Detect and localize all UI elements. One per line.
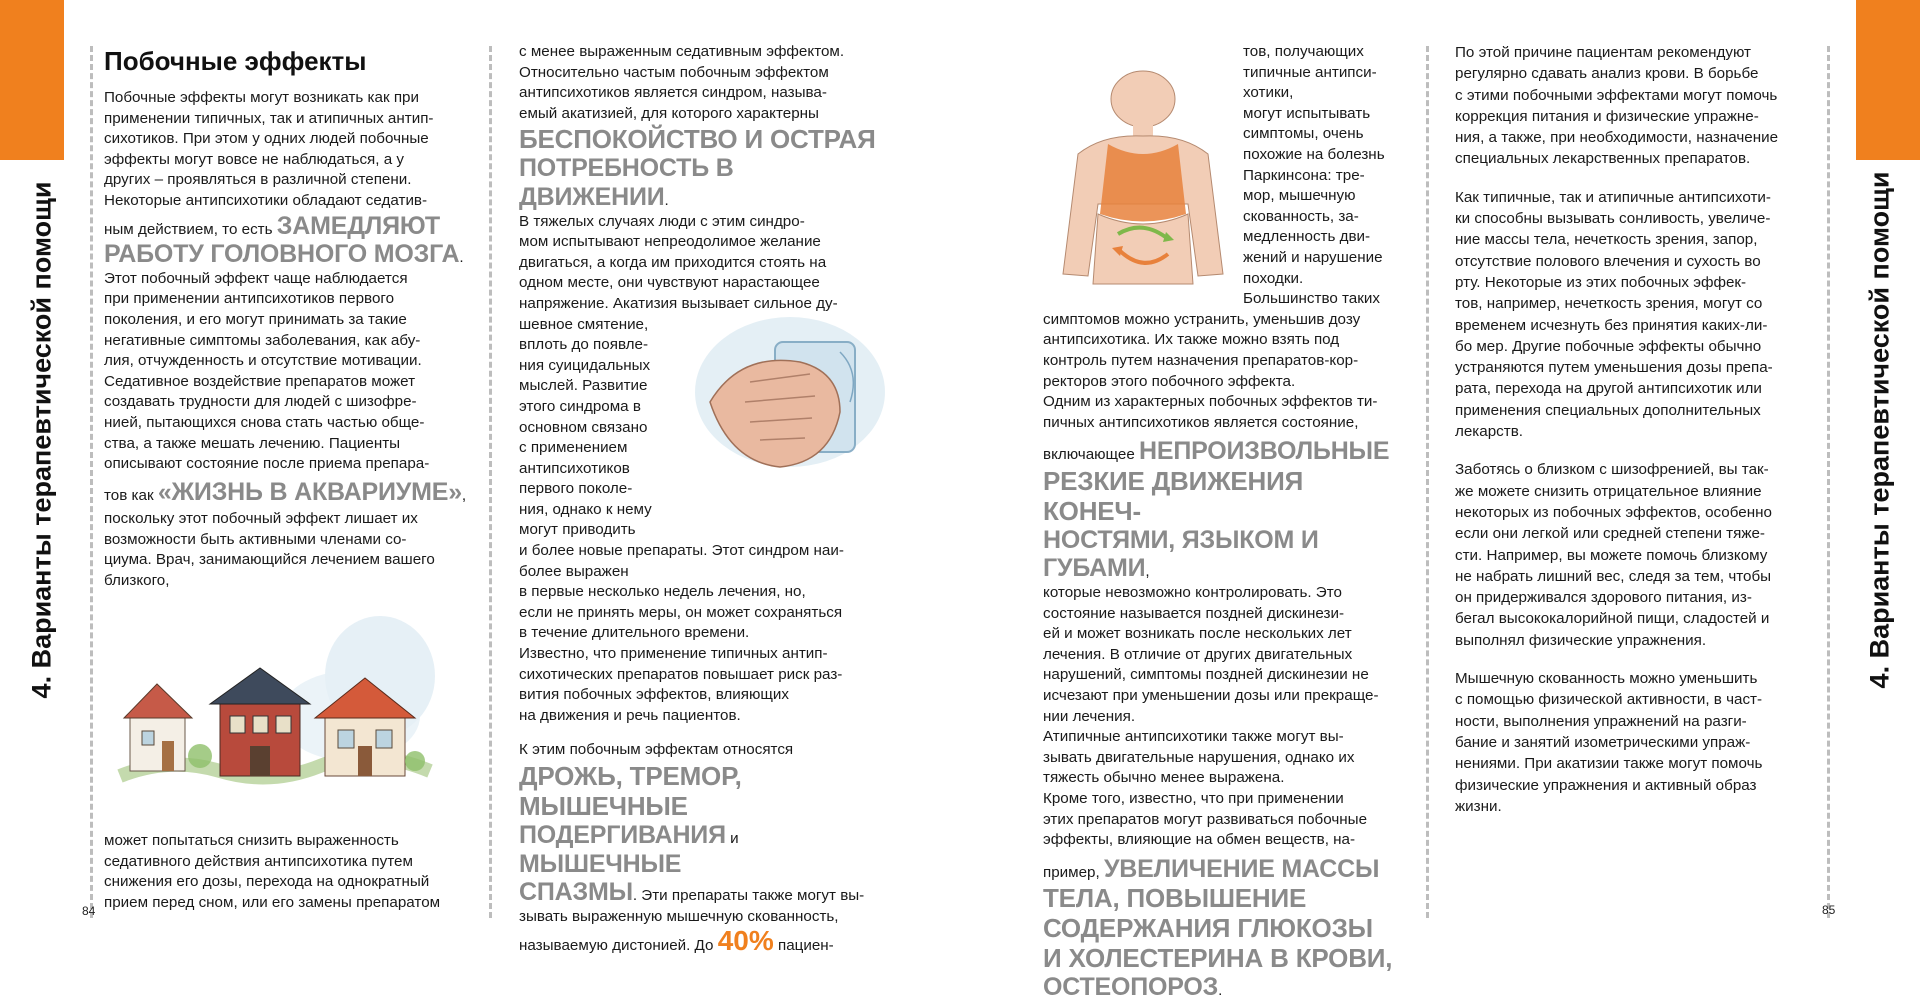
column-2: с менее выраженным седативным эффектом. Относительно частым побочным эффектом антипсихотиков является синдром, называ- емый акатизией, для которого характерны БЕСПОКОЙСТВО И ОСТРАЯ ПОТРЕБНОСТЬ В ДВИЖЕНИИ. В тяжелых случаях люди с этим синдро- мом испытывают непреодолимое желание двигаться, а когда им приходится стоять на одном месте, они чувствуют нарастающее напряжение. Акатизия вызывает сильное ду- шевное смятение, вплоть до появле- ния суицидальных мыслей. Развитие этого синдрома в основном связано с применением антипсихотиков первого поколе- ния, однако к нему могут приводить и более новые препараты. Этот синдром наи- более выражен в первые несколько недель лечения, но, если не принять меры, он может сохраняться в течение длительного времени. Известно, что применение типичных антип- сихотических препаратов повышает риск раз- вития побочных эффектов, влияющих на движения и речь пациентов. К этим побочным эффектам относятся ДРОЖЬ, ТРЕМОР, МЫШЕЧНЫЕ ПОДЕРГИВАНИЯ и МЫШЕЧНЫЕ СПАЗМЫ. Эти препараты также могут вы- зывать выраженную мышечную скованность, называемую дистонией. До 40% пациен-	[519, 42, 883, 957]
highlight-text: РЕЗКИЕ ДВИЖЕНИЯ КОНЕЧ-	[1043, 465, 1304, 526]
text-line: вплоть до появле-	[519, 336, 649, 354]
text-line: лекарств.	[1455, 423, 1524, 441]
text-line: Седативное воздействие препаратов может	[104, 372, 416, 390]
text-line: антипсихотика. Их также можно взять под	[1043, 331, 1340, 349]
text-line: жений и нарушение	[1243, 248, 1383, 266]
text-line: применении типичных, так и атипичных антип-	[104, 109, 434, 127]
text-line: при применении антипсихотиков первого	[104, 290, 395, 308]
highlight-text: ОСТЕОПОРОЗ	[1043, 973, 1219, 1002]
text-line: Побочные эффекты могут возникать как при	[104, 89, 419, 106]
text-line: рата, перехода на другой антипсихотик или	[1455, 380, 1762, 398]
text-line: Одним из характерных побочных эффектов ти-	[1043, 393, 1378, 411]
text-line: ректоров этого побочного эффекта.	[1043, 372, 1296, 390]
text-line: медленность дви-	[1243, 228, 1371, 246]
text-fragment: называемую дистонией. До	[519, 937, 714, 955]
text-line: поскольку этот побочный эффект лишает их	[104, 510, 418, 528]
text-line: с этими побочными эффектами могут помочь	[1455, 86, 1778, 104]
highlight-text: «ЖИЗНЬ В АКВАРИУМЕ»	[157, 477, 462, 506]
text-line: если не принять меры, он может сохраняться	[519, 603, 843, 621]
text-line: нии лечения.	[1043, 707, 1136, 725]
text-line: двигаться, а когда им приходится стоять на	[519, 253, 827, 271]
text-line: бание и занятий изометрическими упраж-	[1455, 733, 1751, 751]
text-line: на движения и речь пациентов.	[519, 706, 741, 724]
column-1-bottom	[104, 831, 470, 913]
text-line: одном месте, они чувствуют нарастающее	[519, 274, 820, 292]
text-fragment: пример,	[1043, 863, 1100, 881]
highlight-text: БЕСПОКОЙСТВО И ОСТРАЯ	[519, 124, 876, 155]
text-line: Некоторые антипсихотики обладают седатив-	[104, 191, 428, 209]
text-line: он придерживался здорового питания, из-	[1455, 589, 1752, 607]
text-line: К этим побочным эффектам относятся	[519, 741, 794, 759]
text-line: бо мер. Другие побочные эффекты обычно	[1455, 337, 1762, 355]
text-line: коррекция питания и физические упражне-	[1455, 107, 1759, 125]
text-line: сти. Например, вы можете помочь близкому	[1455, 546, 1768, 564]
text-line: емый акатизией, для которого характерны	[519, 104, 819, 122]
highlight-text: ТЕЛА, ПОВЫШЕНИЕ	[1043, 883, 1307, 914]
highlight-text: ПОДЕРГИВАНИЯ	[519, 821, 726, 849]
text-line: тов, получающих	[1243, 43, 1364, 60]
percentage-highlight: 40%	[717, 925, 774, 957]
section-title: Побочные эффекты	[104, 46, 367, 76]
text-line: отсутствие полового влечения и сухость во	[1455, 252, 1761, 270]
text-line: других – проявляться в различной степени.	[104, 171, 412, 189]
text-line: временем исчезнуть без принятия каких-ли-	[1455, 316, 1768, 334]
chapter-label-right: 4. Варианты терапевтической помощи	[1864, 171, 1895, 689]
text-line: сихотиков. При этом у одних людей побочные	[104, 130, 429, 148]
text-line: ния, однако к нему	[519, 500, 652, 518]
text-line: Заботясь о близком с шизофренией, вы так-	[1455, 461, 1769, 479]
text-line: которые невозможно контролировать. Это	[1043, 584, 1342, 602]
text-line: близкого,	[104, 572, 170, 590]
text-line: мор, мышечную	[1243, 187, 1356, 205]
text-line: лечения. В отличие от других двигательных	[1043, 645, 1353, 663]
text-line: устраняются путем уменьшения дозы препа-	[1455, 359, 1773, 377]
text-line: первого поколе-	[519, 480, 633, 498]
text-line: снижения его дозы, перехода на однократный	[104, 873, 430, 891]
text-line: лия, отчужденность и отсутствие мотивации.	[104, 352, 422, 370]
chapter-tab-left	[0, 0, 64, 160]
text-line: Атипичные антипсихотики также могут вы-	[1043, 728, 1344, 746]
highlight-text: НЕПРОИЗВОЛЬНЫЕ	[1139, 437, 1390, 466]
text-line	[104, 212, 470, 241]
text-fragment: включающее	[1043, 446, 1135, 464]
page-number-left: 84	[82, 904, 96, 918]
text-line: могут испытывать	[1243, 104, 1371, 122]
text-line: шевное смятение,	[519, 315, 649, 333]
text-line: рту. Некоторые из этих побочных эффек-	[1455, 273, 1747, 291]
text-line: состояние называется поздней дискинези-	[1043, 604, 1345, 622]
text-line: ния, а также, при необходимости, назначение	[1455, 129, 1779, 147]
text-line: бегал высококалорийной пищи, сладостей и	[1455, 610, 1770, 628]
text-line: в первые несколько недель лечения, но,	[519, 583, 806, 601]
text-line: некоторых из побочных эффектов, особенно	[1455, 503, 1772, 521]
text-line: пичных антипсихотиков является состояние,	[1043, 413, 1359, 431]
text-line: более выражен	[519, 562, 629, 580]
text-line: ности, выполнения упражнений на разги-	[1455, 712, 1747, 730]
highlight-text: И ХОЛЕСТЕРИНА В КРОВИ,	[1043, 943, 1393, 974]
text-line: ки способны вызывать сонливость, увеличе-	[1455, 210, 1771, 228]
text-line: регулярно сдавать анализ крови. В борьбе	[1455, 65, 1759, 83]
text-line: сихотических препаратов повышает риск раз-	[519, 665, 843, 683]
text-line: эффекты могут вовсе не наблюдаться, а у	[104, 150, 404, 168]
text-line: тов, например, нечеткость зрения, могут со	[1455, 295, 1763, 313]
text-fragment: пациен-	[777, 937, 834, 955]
text-line: Относительно частым побочным эффектом	[519, 63, 829, 81]
text-line: нарушений, симптомы поздней дискинезии не	[1043, 666, 1369, 684]
text-fragment: ным действием, то есть	[104, 220, 273, 238]
column-4	[1455, 42, 1807, 817]
chapter-tab-right	[1856, 0, 1920, 160]
text-line: симптомов можно устранить, уменьшив дозу	[1043, 310, 1361, 328]
chapter-label-left: 4. Варианты терапевтической помощи	[26, 181, 57, 699]
text-line: типичные антипси-	[1243, 63, 1377, 81]
highlight-text: МЫШЕЧНЫЕ	[519, 849, 682, 878]
text-line: ние массы тела, нечеткость зрения, запор,	[1455, 231, 1758, 249]
text-line: напряжение. Акатизия вызывает сильное ду-	[519, 294, 838, 312]
houses-illustration	[110, 606, 440, 806]
text-line: этого синдрома в	[519, 397, 641, 415]
text-line: основном связано	[519, 418, 648, 436]
text-line: нией, пытающихся снова стать частью обще-	[104, 413, 425, 431]
text-line: прием перед сном, или его замены препаратом	[104, 893, 441, 911]
text-line: ства, а также мешать лечению. Пациенты	[104, 434, 401, 452]
text-fragment: и	[730, 830, 739, 847]
highlight-text: РАБОТУ ГОЛОВНОГО МОЗГА	[104, 240, 460, 269]
text-line: ния суицидальных	[519, 356, 651, 374]
text-line: поколения, и его могут принимать за такие	[104, 310, 407, 328]
text-line: ей и может возникать после нескольких лет	[1043, 625, 1352, 643]
text-line: По этой причине пациентам рекомендуют	[1455, 44, 1752, 61]
text-fragment: . Эти препараты также могут вы-	[632, 887, 865, 905]
highlight-text: УВЕЛИЧЕНИЕ МАССЫ	[1103, 854, 1380, 883]
text-line: вития побочных эффектов, влияющих	[519, 686, 789, 704]
text-line: физические упражнения и активный образ	[1455, 776, 1757, 794]
text-line: Мышечную скованность можно уменьшить	[1455, 670, 1758, 688]
text-line: нениями. При акатизии также могут помочь	[1455, 755, 1763, 773]
text-line: тяжесть обычно менее выражена.	[1043, 769, 1285, 787]
text-line: хотики,	[1243, 84, 1294, 102]
text-line: В тяжелых случаях люди с этим синдро-	[519, 212, 805, 230]
text-line: возможности быть активными членами со-	[104, 530, 407, 548]
text-line: может попытаться снизить выраженность	[104, 832, 399, 849]
hand-glass-illustration	[690, 312, 890, 492]
text-line: жизни.	[1455, 797, 1502, 815]
text-line: применения специальных дополнительных	[1455, 401, 1761, 419]
text-line: Этот побочный эффект чаще наблюдается	[104, 269, 408, 287]
text-line: скованность, за-	[1243, 207, 1359, 225]
text-line: негативные симптомы заболевания, как абу-	[104, 331, 421, 349]
text-line: мыслей. Развитие	[519, 377, 648, 395]
text-line: Большинство таких	[1243, 290, 1380, 308]
text-line: исчезают при уменьшении дозы или прекраще-	[1043, 687, 1379, 705]
text-line: в течение длительного времени.	[519, 624, 750, 642]
text-line: походки.	[1243, 269, 1304, 287]
text-line: антипсихотиков	[519, 459, 630, 477]
text-line: описывают состояние после приема препара-	[104, 455, 430, 473]
text-line: мом испытывают непреодолимое желание	[519, 233, 821, 251]
text-line: эффекты, влияющие на обмен веществ, на-	[1043, 831, 1356, 849]
text-line: могут приводить	[519, 521, 636, 539]
torso-illustration	[1048, 44, 1238, 294]
column-3: тов, получающих типичные антипси- хотики, могут испытывать симптомы, очень похожие на болезнь Паркинсона: тре- мор, мышечную скованность, за- медленность дви- жений и нарушение походки. Большинство таких симптомов можно устранить, уменьшив дозу антипсихотика. Их также можно взять под контроль путем назначения препаратов-кор- ректоров этого побочного эффекта. Одним из характерных побочных эффектов ти- пичных антипсихотиков является состояние, включающее НЕПРОИЗВОЛЬНЫЕ РЕЗКИЕ ДВИЖЕНИЯ КОНЕЧ- НОСТЯМИ, ЯЗЫКОМ И ГУБАМИ, которые невозможно контролировать. Это состояние называется поздней дискинези- ей и может возникать после нескольких лет лечения. В отличие от других двигательных нарушений, симптомы поздней дискинезии не исчезают при уменьшении дозы или прекраще- нии лечения. Атипичные антипсихотики также могут вы- зывать двигательные нарушения, однако их тяжесть обычно менее выражена. Кроме того, известно, что при применении этих препаратов могут развиваться побочные эффекты, влияющие на обмен веществ, на- пример, УВЕЛИЧЕНИЕ МАССЫ ТЕЛА, ПОВЫШЕНИЕ СОДЕРЖАНИЯ ГЛЮКОЗЫ И ХОЛЕСТЕРИНА В КРОВИ, ОСТЕОПОРОЗ.	[1043, 42, 1403, 1002]
text-line: Кроме того, известно, что при применении	[1043, 790, 1344, 807]
text-line: если они легкой или средней степени тяже-	[1455, 525, 1765, 543]
divider-col1-col2	[489, 46, 492, 918]
divider-left-margin	[90, 46, 93, 918]
text-line: похожие на болезнь	[1243, 145, 1385, 163]
text-line: выполнял физические упражнения.	[1455, 631, 1707, 649]
text-line: создавать трудности для людей с шизофре-	[104, 393, 417, 411]
text-line: же можете снизить отрицательное влияние	[1455, 482, 1762, 500]
text-line: зывать двигательные нарушения, однако их	[1043, 748, 1355, 766]
text-line: зывать выраженную мышечную скованность,	[519, 907, 839, 925]
highlight-text: НОСТЯМИ, ЯЗЫКОМ И ГУБАМИ	[1043, 525, 1319, 583]
text-line: этих препаратов могут развиваться побочные	[1043, 810, 1368, 828]
text-line: с применением	[519, 439, 628, 457]
highlight-text: СОДЕРЖАНИЯ ГЛЮКОЗЫ	[1043, 913, 1373, 944]
divider-col3-col4	[1426, 46, 1429, 918]
text-line: седативного действия антипсихотика путем	[104, 852, 413, 870]
highlight-text: ДРОЖЬ, ТРЕМОР, МЫШЕЧНЫЕ	[519, 761, 742, 821]
highlight-text: СПАЗМЫ	[519, 878, 633, 907]
text-line: симптомы, очень	[1243, 125, 1364, 143]
text-line: Известно, что применение типичных антип-	[519, 645, 828, 663]
text-line: и более новые препараты. Этот синдром наи-	[519, 542, 844, 560]
text-line: циума. Врач, занимающийся лечением вашего	[104, 551, 435, 569]
text-line: специальных лекарственных препаратов.	[1455, 150, 1751, 168]
text-line: антипсихотиков является синдром, называ-	[519, 84, 827, 102]
divider-right-margin	[1827, 46, 1830, 918]
text-fragment: тов как	[104, 486, 154, 504]
page-number-right: 85	[1822, 903, 1836, 917]
text-line: не набрать лишний вес, следя за тем, чтобы	[1455, 567, 1772, 585]
text-line: с помощью физической активности, в част-	[1455, 691, 1763, 709]
text-line: с менее выраженным седативным эффектом.	[519, 43, 845, 60]
text-line: Паркинсона: тре-	[1243, 166, 1365, 184]
highlight-text: ЗАМЕДЛЯЮТ	[276, 211, 440, 240]
text-line: контроль путем назначения препаратов-кор-	[1043, 351, 1359, 369]
highlight-text: ПОТРЕБНОСТЬ В ДВИЖЕНИИ	[519, 154, 734, 211]
text-line: Как типичные, так и атипичные антипсихоти-	[1455, 188, 1771, 206]
column-1: Побочные эффекты Побочные эффекты могут возникать как при применении типичных, так и атипичных антип- сихотиков. При этом у одних людей побочные эффекты могут вовсе не наблюдаться, а у других – проявляться в различной степени. Некоторые антипсихотики обладают седатив- ным действием, то есть ЗАМЕДЛЯЮТ РАБОТУ ГОЛОВНОГО МОЗГА. Этот побочный эффект чаще наблюдается при применении антипсихотиков первого поколения, и его могут принимать за такие негативные симптомы заболевания, как абу- лия, отчужденность и отсутствие мотивации. Седативное воздействие препаратов может создавать трудности для людей с шизофре- нией, пытающихся снова стать частью обще- ства, а также мешать лечению. Пациенты описывают состояние после приема препара- тов как «ЖИЗНЬ В АКВАРИУМЕ», поскольку этот побочный эффект лишает их возможности быть активными членами со- циума. Врач, занимающийся лечением вашего близкого,	[104, 46, 470, 592]
